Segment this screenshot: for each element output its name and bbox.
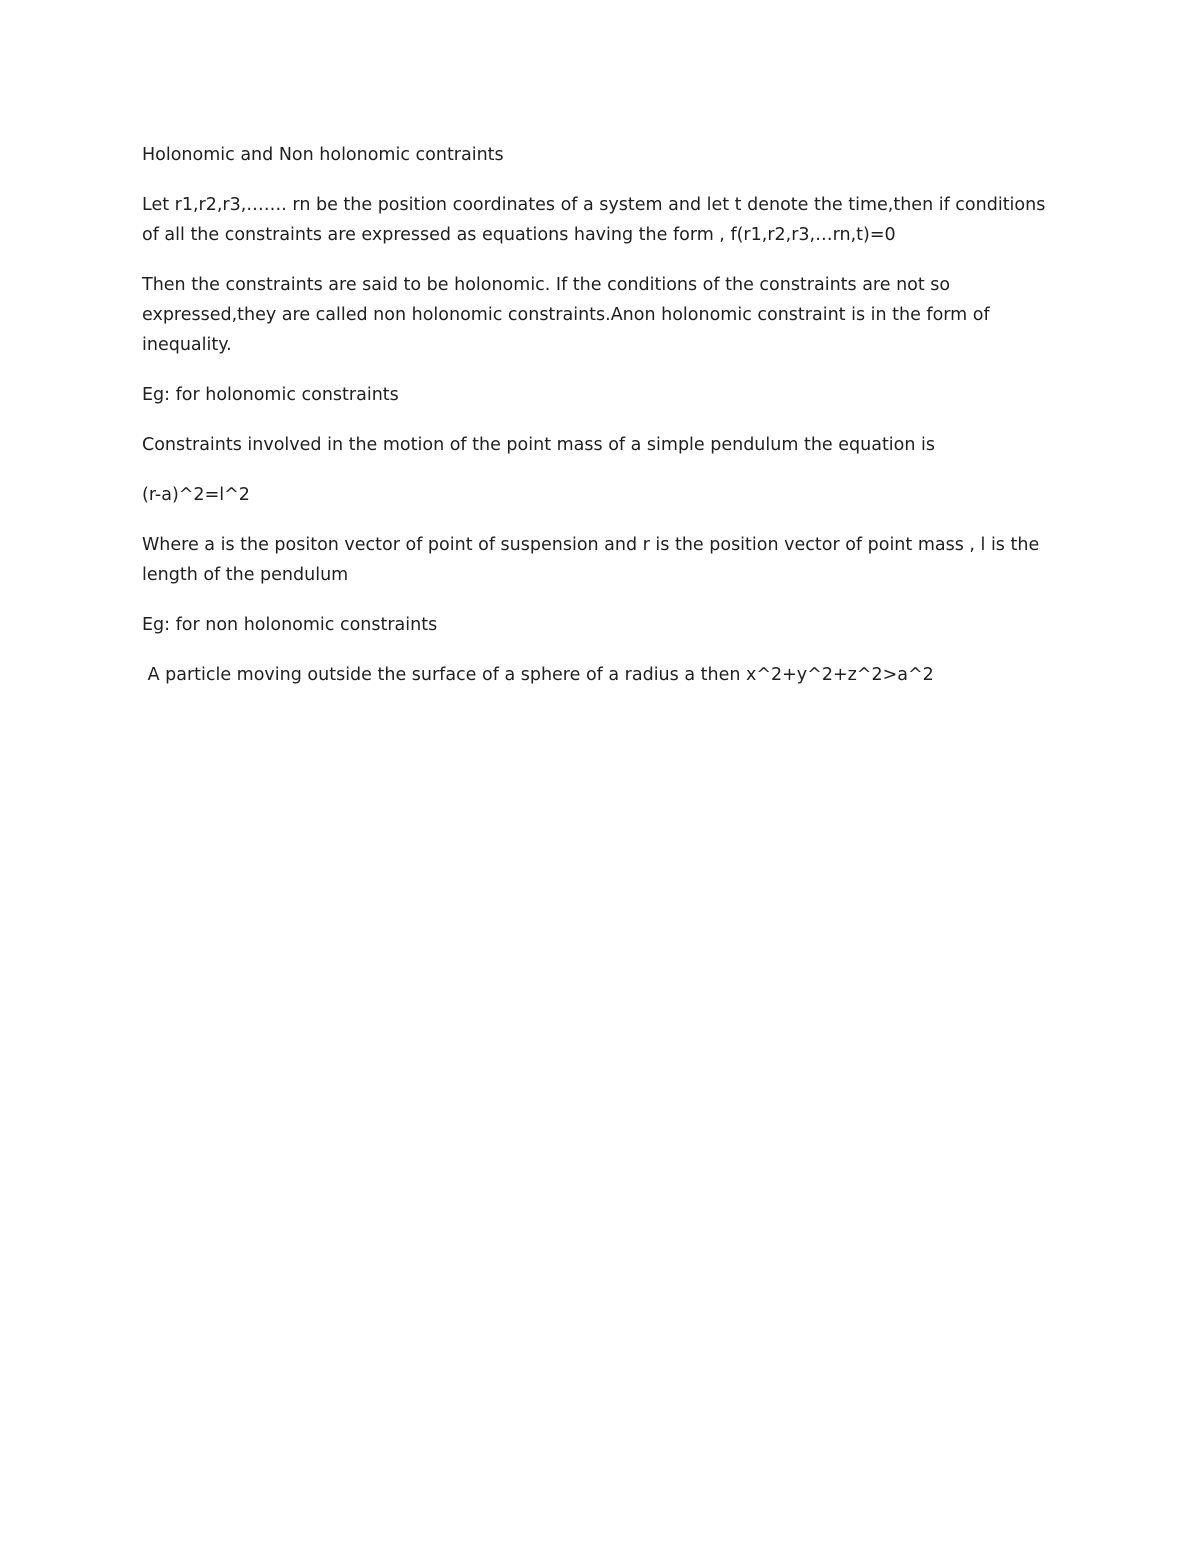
document-body [142,140,1062,710]
paragraph-pendulum-explanation: Where a is the positon vector of point of suspension and r is the position vector of point mass , l is the length of the pendulum [142,535,1045,585]
heading-non-holonomic-example: Eg: for non holonomic constraints [142,615,438,635]
document-title: Holonomic and Non holonomic contraints [142,145,504,165]
paragraph-definition: Let r1,r2,r3,……. rn be the position coordinates of a system and let t denote the time,then if conditions of all the constraints are expressed as equations having the form , f(r1,r2,r3,…rn,t)=0 [142,195,1051,245]
paragraph-pendulum: Constraints involved in the motion of the point mass of a simple pendulum the equation is [142,435,936,455]
paragraph-sphere: A particle moving outside the surface of a sphere of a radius a then x^2+y^2+z^2>a^2 [142,665,934,685]
paragraph-holonomic: Then the constraints are said to be holonomic. If the conditions of the constraints are not so expressed,they are called non holonomic constraints.Anon holonomic constraint is in the form of inequality. [142,275,996,355]
heading-holonomic-example: Eg: for holonomic constraints [142,385,399,405]
equation-pendulum: (r-a)^2=l^2 [142,485,250,505]
